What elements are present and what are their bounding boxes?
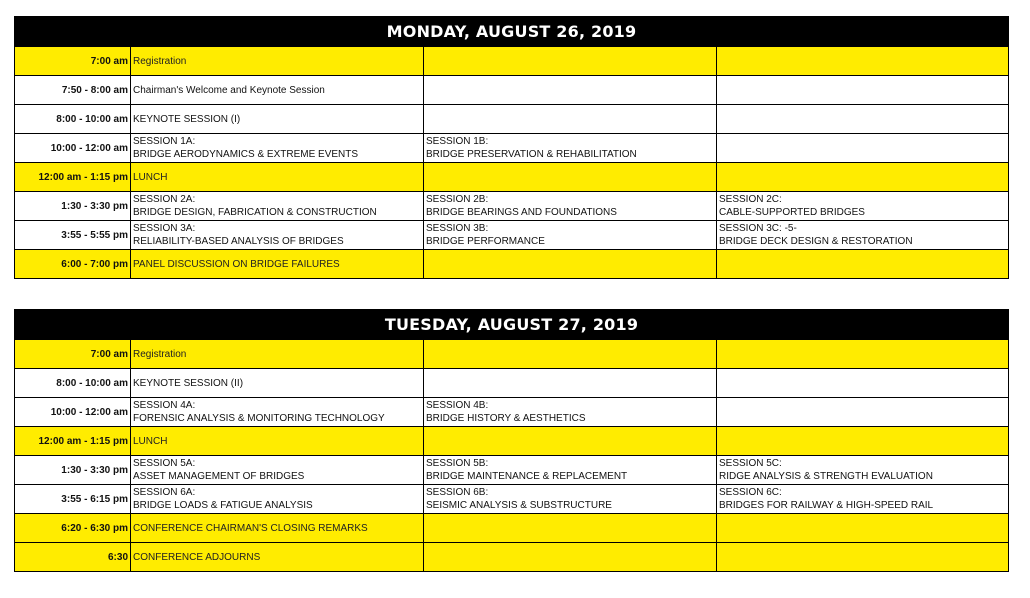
session-cell	[131, 485, 424, 514]
schedule-row	[15, 134, 1009, 163]
session-line-1: SESSION 2B:	[426, 194, 489, 205]
session-cell	[424, 192, 717, 221]
session-line-2: BRIDGE PRESERVATION & REHABILITATION	[426, 149, 637, 160]
session-cell	[717, 340, 1009, 369]
session-line-2: SEISMIC ANALYSIS & SUBSTRUCTURE	[426, 500, 612, 511]
session-line-1: SESSION 2A:	[133, 194, 196, 205]
time-slot: 10:00 - 12:00 am	[15, 134, 131, 163]
session-cell	[717, 192, 1009, 221]
session-cell	[131, 134, 424, 163]
session-line-2: FORENSIC ANALYSIS & MONITORING TECHNOLOGY	[133, 413, 385, 424]
session-cell	[424, 221, 717, 250]
time-slot: 10:00 - 12:00 am	[15, 398, 131, 427]
session-line-2: BRIDGE DESIGN, FABRICATION & CONSTRUCTION	[133, 207, 377, 218]
session-cell	[717, 134, 1009, 163]
session-line-2: BRIDGE AERODYNAMICS & EXTREME EVENTS	[133, 149, 359, 160]
session-cell	[131, 105, 424, 134]
session-line-1: SESSION 5C:	[719, 458, 782, 469]
session-cell	[717, 398, 1009, 427]
session-cell	[717, 76, 1009, 105]
session-cell	[717, 163, 1009, 192]
session-line-1: SESSION 3C: -5-	[719, 223, 797, 234]
time-slot: 1:30 - 3:30 pm	[15, 456, 131, 485]
session-line-2: CABLE-SUPPORTED BRIDGES	[719, 207, 865, 218]
schedule-row	[15, 76, 1009, 105]
session-cell	[424, 105, 717, 134]
session-line-2: BRIDGES FOR RAILWAY & HIGH-SPEED RAIL	[719, 500, 934, 511]
time-slot: 8:00 - 10:00 am	[15, 105, 131, 134]
session-line-2: RIDGE ANALYSIS & STRENGTH EVALUATION	[719, 471, 933, 482]
schedule-row	[15, 163, 1009, 192]
time-slot: 6:30	[15, 543, 131, 572]
session-line-1: Registration	[133, 349, 187, 360]
session-line-2: BRIDGE LOADS & FATIGUE ANALYSIS	[133, 500, 313, 511]
time-slot: 8:00 - 10:00 am	[15, 369, 131, 398]
session-cell	[424, 134, 717, 163]
session-line-2: RELIABILITY-BASED ANALYSIS OF BRIDGES	[133, 236, 344, 247]
session-line-1: LUNCH	[133, 172, 168, 183]
schedule-row	[15, 47, 1009, 76]
session-cell	[717, 427, 1009, 456]
schedule-row	[15, 340, 1009, 369]
session-line-1: SESSION 6A:	[133, 487, 196, 498]
session-line-1: SESSION 6B:	[426, 487, 489, 498]
session-cell	[424, 163, 717, 192]
session-line-1: CONFERENCE ADJOURNS	[133, 552, 261, 563]
schedule-row	[15, 398, 1009, 427]
day-title: TUESDAY, AUGUST 27, 2019	[15, 310, 1009, 340]
session-cell	[717, 221, 1009, 250]
time-slot: 7:50 - 8:00 am	[15, 76, 131, 105]
time-slot: 6:00 - 7:00 pm	[15, 250, 131, 279]
day-title: MONDAY, AUGUST 26, 2019	[15, 17, 1009, 47]
schedule-row	[15, 250, 1009, 279]
session-cell	[717, 543, 1009, 572]
session-cell	[131, 427, 424, 456]
schedule-row	[15, 192, 1009, 221]
session-line-1: Registration	[133, 56, 187, 67]
time-slot: 7:00 am	[15, 340, 131, 369]
tuesday-schedule-table	[14, 309, 1009, 572]
time-slot: 12:00 am - 1:15 pm	[15, 163, 131, 192]
session-line-1: SESSION 3B:	[426, 223, 489, 234]
session-cell	[717, 250, 1009, 279]
session-line-1: KEYNOTE SESSION (I)	[133, 114, 241, 125]
session-cell	[131, 340, 424, 369]
session-cell	[717, 105, 1009, 134]
session-cell	[131, 369, 424, 398]
session-line-2: BRIDGE BEARINGS AND FOUNDATIONS	[426, 207, 617, 218]
session-cell	[131, 456, 424, 485]
session-line-1: SESSION 6C:	[719, 487, 782, 498]
schedule-rows	[15, 47, 1009, 279]
session-line-1: LUNCH	[133, 436, 168, 447]
session-cell	[424, 250, 717, 279]
session-line-1: SESSION 3A:	[133, 223, 196, 234]
session-line-1: Chairman's Welcome and Keynote Session	[133, 85, 325, 96]
session-cell	[424, 398, 717, 427]
session-cell	[717, 485, 1009, 514]
session-cell	[424, 456, 717, 485]
session-cell	[131, 47, 424, 76]
session-line-1: CONFERENCE CHAIRMAN'S CLOSING REMARKS	[133, 523, 368, 534]
session-cell	[131, 250, 424, 279]
session-line-1: KEYNOTE SESSION (II)	[133, 378, 244, 389]
session-line-1: SESSION 2C:	[719, 194, 782, 205]
session-line-1: PANEL DISCUSSION ON BRIDGE FAILURES	[133, 259, 340, 270]
schedule-row	[15, 105, 1009, 134]
schedule-row	[15, 427, 1009, 456]
session-line-2: BRIDGE MAINTENANCE & REPLACEMENT	[426, 471, 628, 482]
session-cell	[717, 47, 1009, 76]
session-cell	[424, 543, 717, 572]
session-cell	[424, 369, 717, 398]
session-cell	[424, 427, 717, 456]
time-slot: 1:30 - 3:30 pm	[15, 192, 131, 221]
session-line-1: SESSION 5A:	[133, 458, 196, 469]
session-cell	[131, 192, 424, 221]
session-cell	[131, 163, 424, 192]
time-slot: 3:55 - 6:15 pm	[15, 485, 131, 514]
session-cell	[717, 369, 1009, 398]
session-line-1: SESSION 1B:	[426, 136, 489, 147]
session-cell	[717, 456, 1009, 485]
session-cell	[424, 514, 717, 543]
session-cell	[131, 221, 424, 250]
session-cell	[131, 76, 424, 105]
schedule-row	[15, 369, 1009, 398]
session-cell	[424, 76, 717, 105]
session-line-1: SESSION 4B:	[426, 400, 489, 411]
schedule-row	[15, 514, 1009, 543]
session-cell	[131, 543, 424, 572]
session-line-2: ASSET MANAGEMENT OF BRIDGES	[133, 471, 305, 482]
schedule-rows	[15, 340, 1009, 572]
session-line-1: SESSION 1A:	[133, 136, 196, 147]
session-line-2: BRIDGE HISTORY & AESTHETICS	[426, 413, 586, 424]
session-cell	[131, 398, 424, 427]
time-slot: 6:20 - 6:30 pm	[15, 514, 131, 543]
session-cell	[424, 485, 717, 514]
time-slot: 12:00 am - 1:15 pm	[15, 427, 131, 456]
session-cell	[131, 514, 424, 543]
session-cell	[717, 514, 1009, 543]
session-line-1: SESSION 5B:	[426, 458, 489, 469]
monday-schedule-table	[14, 16, 1009, 279]
session-line-2: BRIDGE DECK DESIGN & RESTORATION	[719, 236, 913, 247]
session-cell	[424, 340, 717, 369]
session-line-2: BRIDGE PERFORMANCE	[426, 236, 545, 247]
schedule-row	[15, 221, 1009, 250]
time-slot: 3:55 - 5:55 pm	[15, 221, 131, 250]
schedule-row	[15, 485, 1009, 514]
schedule-row	[15, 543, 1009, 572]
time-slot: 7:00 am	[15, 47, 131, 76]
schedule-row	[15, 456, 1009, 485]
session-line-1: SESSION 4A:	[133, 400, 196, 411]
session-cell	[424, 47, 717, 76]
